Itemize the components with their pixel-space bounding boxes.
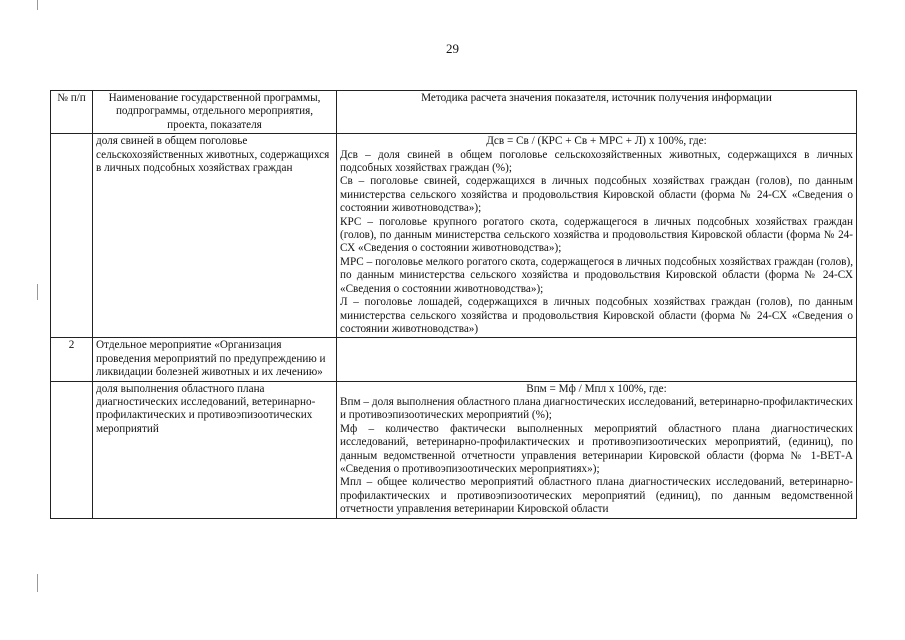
table-row <box>51 338 857 381</box>
table-row <box>51 381 857 518</box>
header-number: № п/п <box>51 91 93 134</box>
method-cell <box>337 381 857 518</box>
formula: Дсв = Св / (КРС + Св + МРС + Л) x 100%, где: <box>486 135 707 148</box>
indicator-name: доля выполнения областного плана диагностических исследований, ветеринарно-профилактических и противоэпизоотических мероприятий <box>93 381 337 518</box>
row-number <box>51 381 93 518</box>
definition-line: Св – поголовье свиней, содержащихся в личных подсобных хозяйствах граждан (голов), по данным министерства сельского хозяйства и продовольствия Кировской области (форма № 24-СХ «Сведения о состоянии животноводства»); <box>340 175 853 215</box>
definition-line: Мф – количество фактически выполненных мероприятий областного плана диагностических исследований, ветеринарно-профилактических и противоэпизоотических мероприятий, (единиц), по данным ведомственной отчетности управления ветеринарии Кировской области (форма № 1-ВЕТ-А «Сведения о противоэпизоотических мероприятиях»); <box>340 422 853 475</box>
scan-edge-mark <box>37 574 38 592</box>
activity-name: Отдельное мероприятие «Организация проведения мероприятий по предупреждению и ликвидации болезней животных и их лечению» <box>93 338 337 381</box>
definition-line: МРС – поголовье мелкого рогатого скота, содержащегося в личных подсобных хозяйствах граждан (голов), по данным министерства сельского хозяйства и продовольствия Кировской области (форма № 24-СХ «Сведения о состоянии животноводства»); <box>340 255 853 295</box>
table-header-row <box>51 91 857 134</box>
formula: Впм = Мф / Мпл x 100%, где: <box>526 382 667 395</box>
header-method: Методика расчета значения показателя, источник получения информации <box>337 91 857 134</box>
definition-line: КРС – поголовье крупного рогатого скота, содержащегося в личных подсобных хозяйствах граждан (голов), по данным министерства сельского хозяйства и продовольствия Кировской области (форма № 24-СХ «Сведения о состоянии животноводства»); <box>340 215 853 255</box>
row-number: 2 <box>51 338 93 381</box>
scan-edge-mark <box>37 284 38 300</box>
definition-line: Дсв – доля свиней в общем поголовье сельскохозяйственных животных, содержащихся в личных подсобных хозяйствах граждан (%); <box>340 148 853 175</box>
header-name: Наименование государственной программы, подпрограммы, отдельного мероприятия, проекта, показателя <box>93 91 337 134</box>
definition-line: Л – поголовье лошадей, содержащихся в личных подсобных хозяйствах граждан (голов), по данным министерства сельского хозяйства и продовольствия Кировской области (форма № 24-СХ «Сведения о состоянии животноводства») <box>340 296 853 335</box>
method-cell-empty <box>337 338 857 381</box>
page-number: 29 <box>446 41 459 56</box>
indicator-name: доля свиней в общем поголовье сельскохозяйственных животных, содержащихся в личных подсобных хозяйствах граждан <box>93 134 337 338</box>
definition-line: Впм – доля выполнения областного плана диагностических исследований, ветеринарно-профилактических и противоэпизоотических мероприятий (%); <box>340 395 853 422</box>
row-number <box>51 134 93 338</box>
definition-line: Мпл – общее количество мероприятий областного плана диагностических исследований, ветеринарно-профилактических и противоэпизоотических мероприятий (единиц), по данным ведомственной отчетности управления ветеринарии Кировской области <box>340 476 853 516</box>
method-cell <box>337 134 857 338</box>
indicator-methodology-table <box>50 90 857 519</box>
table-row <box>51 134 857 338</box>
scan-edge-mark <box>37 0 38 10</box>
